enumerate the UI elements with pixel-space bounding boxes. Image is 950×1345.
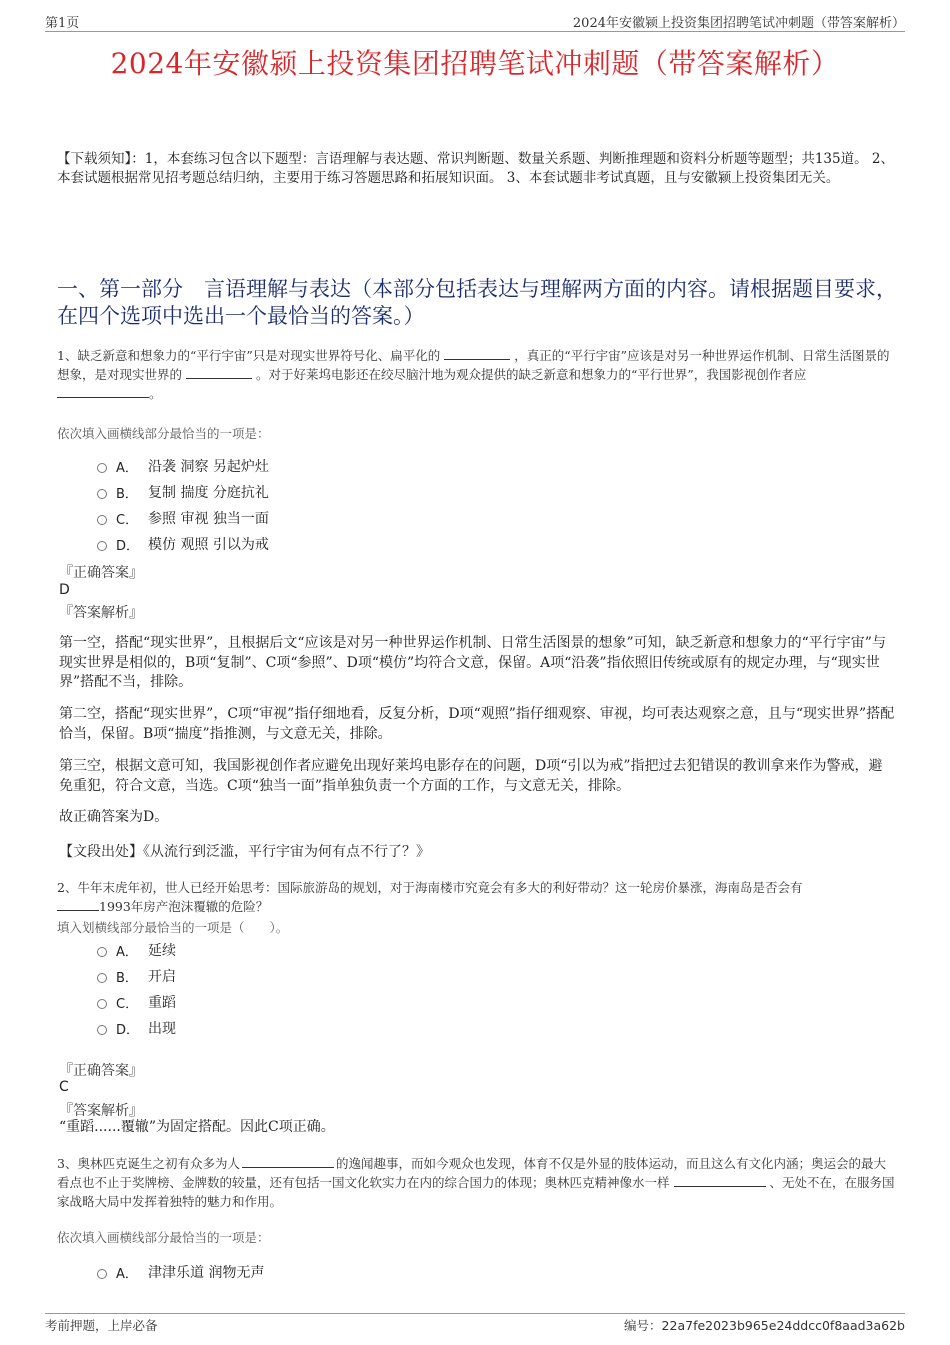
radio-icon[interactable]	[97, 541, 107, 551]
q2-analysis-label: 『答案解析』	[59, 1103, 143, 1119]
q1-correct-label: 『正确答案』	[59, 565, 143, 581]
q1-answer: D	[59, 582, 70, 598]
radio-icon[interactable]	[97, 515, 107, 525]
footer-code	[624, 1316, 905, 1334]
q1-blank-1	[444, 347, 510, 360]
header-divider	[45, 31, 905, 32]
footer-code-value: 22a7fe2023b965e24ddcc0f8aad3a62b	[661, 1318, 905, 1333]
radio-icon[interactable]	[97, 463, 107, 473]
q1-text-d: 。	[149, 386, 162, 401]
q3-blank-1	[242, 1155, 334, 1168]
q1-option-b[interactable]: B． 复制 揣度 分庭抗礼	[97, 482, 269, 502]
q2-option-c[interactable]: C． 重蹈	[97, 992, 176, 1012]
q1-option-c[interactable]: C． 参照 审视 独当一面	[97, 508, 269, 528]
question-1-text	[57, 346, 897, 403]
q3-text-a: 3、奥林匹克诞生之初有众多为人	[57, 1156, 240, 1171]
q1-text-c: 。对于好莱坞电影还在绞尽脑汁地为观众提供的缺乏新意和想象力的“平行世界”，我国影视创作者应	[256, 367, 807, 382]
q2-instruction: 填入划横线部分最恰当的一项是（ ）。	[57, 920, 289, 935]
q1-source: 【文段出处】《从流行到泛滥，平行宇宙为何有点不行了？》	[59, 844, 430, 860]
radio-icon[interactable]	[97, 999, 107, 1009]
q3-blank-2	[674, 1174, 766, 1187]
q3-text-c: 、无处不在，在服务国家战略大局中发挥着独特的魅力和作用。	[57, 1175, 895, 1209]
radio-icon[interactable]	[97, 973, 107, 983]
section-title: 一、第一部分 言语理解与表达（本部分包括表达与理解两方面的内容。请根据题目要求，在四个选项中选出一个最恰当的答案。）	[57, 277, 897, 328]
radio-icon[interactable]	[97, 947, 107, 957]
q2-analysis: “重蹈......覆辙”为固定搭配。因此C项正确。	[59, 1119, 335, 1135]
q2-option-b[interactable]: B． 开启	[97, 966, 176, 986]
q2-correct-label: 『正确答案』	[59, 1063, 143, 1079]
question-3-text	[57, 1154, 897, 1211]
radio-icon[interactable]	[97, 489, 107, 499]
footer-divider	[45, 1313, 905, 1314]
q3-option-a[interactable]: A． 津津乐道 润物无声	[97, 1262, 264, 1282]
footer-code-label: 编号：	[624, 1318, 662, 1333]
q1-instruction: 依次填入画横线部分最恰当的一项是：	[57, 426, 270, 441]
q3-text-b: 的逸闻趣事，而如今观众也发现，体育不仅是外显的肢体运动，而且这么有文化内涵；奥运会的最大看点也不止于奖牌榜、金牌数的较量，还有包括一国文化软实力在内的综合国力的体现；奥林匹克精神像水一样	[57, 1156, 886, 1190]
q1-text-b: ，真正的“平行宇宙”应该是对另一种世界运作机制、日常生活图景的想象，是对现实世界的	[57, 348, 890, 382]
q1-blank-3	[57, 385, 149, 398]
q2-text-b: 1993年房产泡沫覆辙的危险？	[99, 899, 269, 914]
q3-instruction: 依次填入画横线部分最恰当的一项是：	[57, 1230, 270, 1245]
q2-option-d[interactable]: D． 出现	[97, 1018, 176, 1038]
q1-analysis-1: 第一空，搭配“现实世界”，且根据后文“应该是对另一种世界运作机制、日常生活图景的想象”可知，缺乏新意和想象力的“平行宇宙”与现实世界是相似的，B项“复制”、C项“参照”、D项“模仿”均符合文意，保留。A项“沿袭”指依照旧传统或原有的规定办理，与“现实世界”搭配不当，排除。	[59, 635, 886, 690]
q1-text-a: 1、缺乏新意和想象力的“平行宇宙”只是对现实世界符号化、扁平化的	[57, 348, 441, 363]
q1-option-a[interactable]: A． 沿袭 洞察 另起炉灶	[97, 456, 269, 476]
q2-option-a[interactable]: A． 延续	[97, 940, 176, 960]
q2-answer: C	[59, 1079, 69, 1095]
question-2-text	[57, 878, 897, 916]
radio-icon[interactable]	[97, 1025, 107, 1035]
download-notice: 【下载须知】：1，本套练习包含以下题型：言语理解与表达题、常识判断题、数量关系题、判断推理题和资料分析题等题型；共135道。 2、本套试题根据常见招考题总结归纳，主要用于练习答题思路和拓展知识面。 3、本套试题非考试真题，且与安徽颍上投资集团无关。	[57, 151, 894, 186]
q1-option-d[interactable]: D． 模仿 观照 引以为戒	[97, 534, 269, 554]
q2-blank	[57, 898, 99, 911]
q1-blank-2	[186, 366, 252, 379]
q1-analysis-2: 第二空，搭配“现实世界”，C项“审视”指仔细地看，反复分析，D项“观照”指仔细观察、审视，均可表达观察之意，且与“现实世界”搭配恰当，保留。B项“揣度”指推测，与文意无关，排除。	[59, 706, 895, 742]
q1-analysis-3: 第三空，根据文意可知，我国影视创作者应避免出现好莱坞电影存在的问题，D项“引以为戒”指把过去犯错误的教训拿来作为警戒，避免重犯，符合文意，当选。C项“独当一面”指单独负责一个方面的工作，与文意无关，排除。	[59, 758, 883, 794]
page-number: 第1页	[45, 16, 80, 31]
q1-analysis-label: 『答案解析』	[59, 605, 143, 621]
q2-text-a: 2、牛年末虎年初，世人已经开始思考：国际旅游岛的规划，对于海南楼市究竟会有多大的利好带动？这一轮房价暴涨，海南岛是否会有	[57, 880, 803, 895]
footer-slogan: 考前押题，上岸必备	[45, 1318, 158, 1333]
radio-icon[interactable]	[97, 1269, 107, 1279]
page-title: 2024年安徽颍上投资集团招聘笔试冲刺题（带答案解析）	[110, 47, 840, 80]
q1-analysis-conclusion: 故正确答案为D。	[59, 809, 169, 825]
header-doc-title: 2024年安徽颍上投资集团招聘笔试冲刺题（带答案解析）	[572, 16, 905, 31]
